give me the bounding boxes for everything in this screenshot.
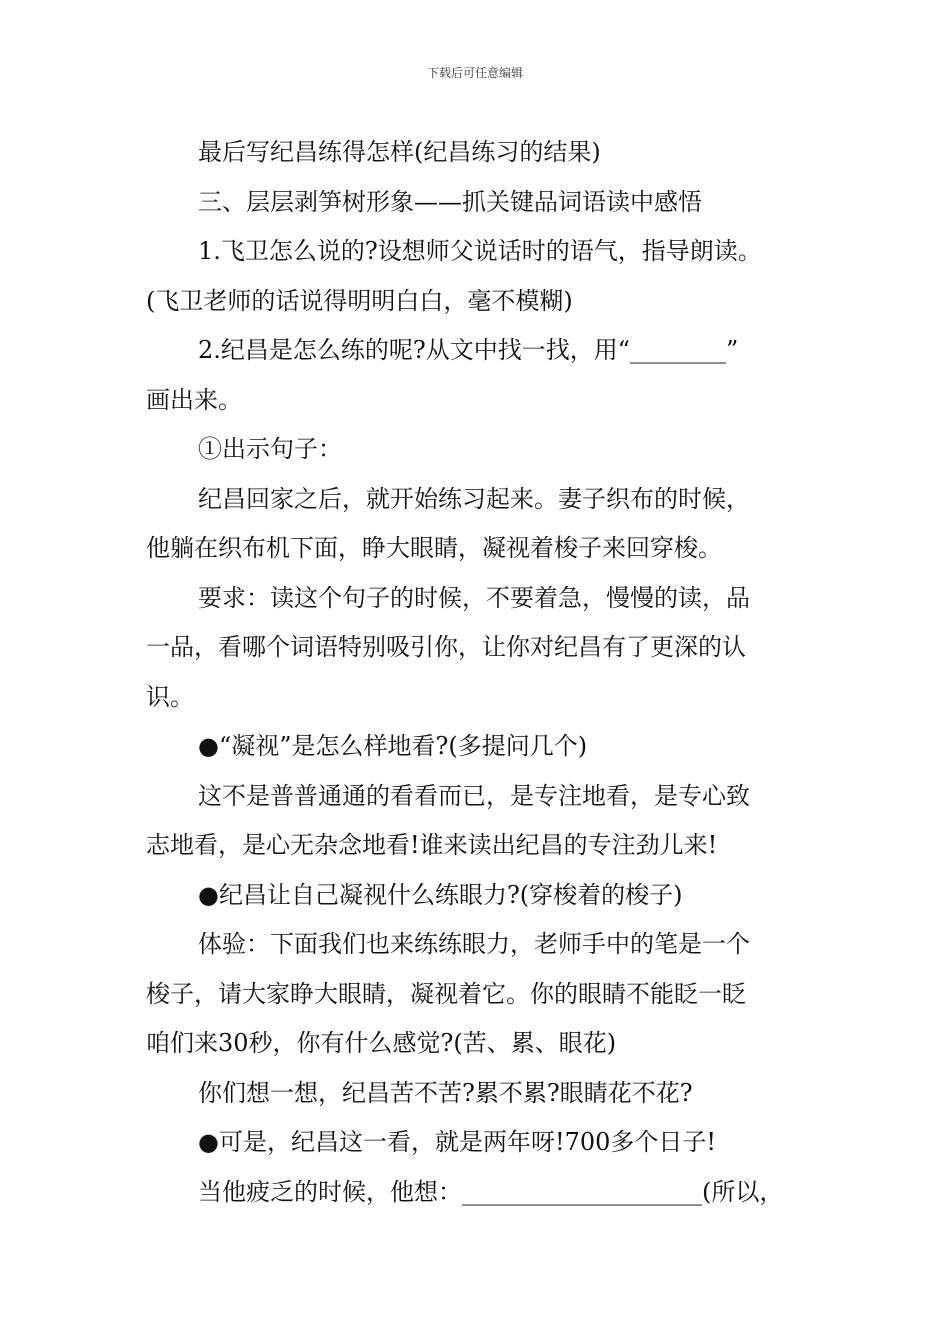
paragraph-line: 要求：读这个句子的时候，不要着急，慢慢的读，品 — [198, 583, 750, 612]
bullet-line: ●纪昌让自己凝视什么练眼力?(穿梭着的梭子) — [198, 880, 683, 909]
paragraph-line: 当他疲乏的时候，他想：____________________(所以， — [198, 1177, 784, 1206]
page-header: 下载后可任意编辑 — [426, 66, 523, 80]
paragraph-line: 这不是普普通通的看看而已，是专注地看，是专心致 — [198, 781, 750, 810]
bullet-line: ●“凝视”是怎么样地看?(多提问几个) — [198, 732, 588, 760]
quoted-sentence-line: 纪昌回家之后，就开始练习起来。妻子织布的时候， — [198, 484, 750, 513]
paragraph-line: 2.纪昌是怎么练的呢?从文中找一找，用“________” — [198, 336, 739, 364]
paragraph-line: ①出示句子： — [198, 435, 342, 463]
paragraph-line: 梭子，请大家睁大眼睛，凝视着它。你的眼睛不能眨一眨 — [146, 979, 746, 1008]
paragraph-line: 咱们来30秒，你有什么感觉?(苦、累、眼花) — [146, 1029, 617, 1057]
paragraph-line: 你们想一想，纪昌苦不苦?累不累?眼睛花不花? — [198, 1078, 693, 1107]
paragraph-line: 一品，看哪个词语特别吸引你，让你对纪昌有了更深的认 — [146, 633, 746, 661]
paragraph-line: (飞卫老师的话说得明明白白，毫不模糊) — [146, 286, 573, 315]
paragraph-line: 最后写纪昌练得怎样(纪昌练习的结果) — [198, 138, 601, 166]
section-heading: 三、层层剥笋树形象——抓关键品词语读中感悟 — [198, 187, 702, 216]
paragraph-line: 1.飞卫怎么说的?设想师父说话时的语气，指导朗读。 — [198, 237, 762, 265]
paragraph-line: 识。 — [146, 682, 194, 711]
paragraph-line: 画出来。 — [146, 385, 242, 414]
paragraph-line: 志地看，是心无杂念地看!谁来读出纪昌的专注劲儿来! — [146, 831, 718, 859]
bullet-line: ●可是，纪昌这一看，就是两年呀!700多个日子! — [198, 1128, 717, 1156]
document-body — [146, 128, 826, 1217]
quoted-sentence-line: 他躺在织布机下面，睁大眼睛，凝视着梭子来回穿梭。 — [146, 534, 722, 562]
paragraph-line: 体验：下面我们也来练练眼力，老师手中的笔是一个 — [198, 930, 750, 958]
